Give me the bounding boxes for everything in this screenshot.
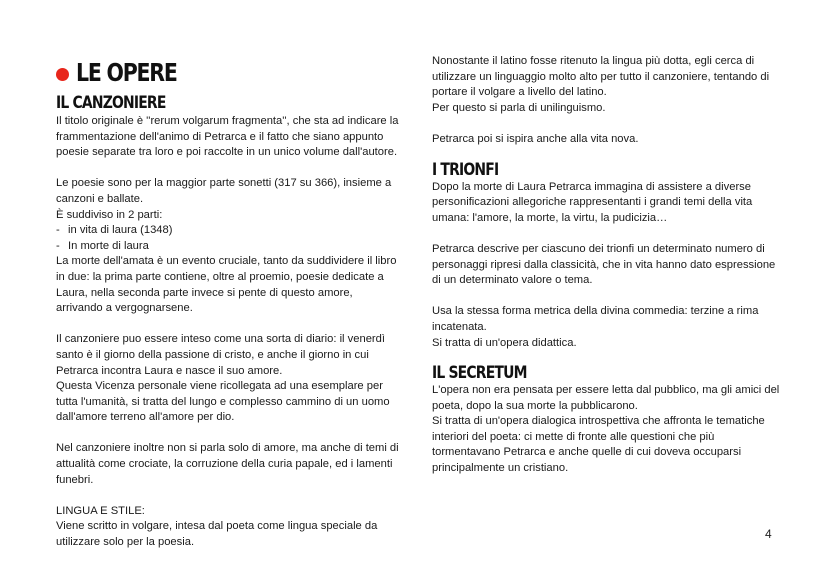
intro-paragraph: Nonostante il latino fosse ritenuto la lingua più dotta, egli cerca di utilizzare un linguaggio molto alto per tutto il canzoniere, tentando di portare il volgare a livello del latino. xyxy=(432,55,770,99)
trionfi-paragraph: Petrarca descrive per ciascuno dei trionfi un determinato numero di personaggi ripresi dalla classicità, che in vita hanno dato espressione di un determinato valore o tema. xyxy=(432,242,776,287)
list-item: - In morte di laura xyxy=(56,239,401,255)
intro-paragraph: Petrarca poi si ispira anche alla vita nova. xyxy=(432,132,639,145)
secretum-paragraph: Si tratta di un'opera dialogica introspettiva che affronta le tematiche interiori del poeta: ci mette di fronte alle questioni che più tormentavano Petrarca e anche quelle di cui doveva occuparsi principalmente un cristiano. xyxy=(432,415,765,475)
left-column xyxy=(56,93,401,551)
red-bullet-icon xyxy=(56,68,69,81)
canzoniere-heading: IL CANZONIERE xyxy=(56,93,166,113)
canzoniere-paragraph: Le poesie sono per la maggior parte sonetti (317 su 366), insieme a canzoni e ballate. xyxy=(56,177,392,205)
canzoniere-paragraph: Questa Vicenza personale viene ricollegata ad una esemplare per tutta l'umanità, si tratta del lungo e complesso cammino di un uomo dall'amore terreno all'amore per dio. xyxy=(56,380,390,424)
trionfi-paragraph: Dopo la morte di Laura Petrarca immagina di assistere a diverse personificazioni allegoriche rappresentanti i grandi temi della vita umana: l'amore, la morte, la virtu, la pudicizia… xyxy=(432,180,753,224)
canzoniere-paragraph: Nel canzoniere inoltre non si parla solo di amore, ma anche di temi di attualità come crociate, la corruzione della curia papale, ed i lamenti funebri. xyxy=(56,442,399,486)
canzoniere-paragraph: Viene scritto in volgare, intesa dal poeta come lingua speciale da utilizzare solo per la poesia. xyxy=(56,520,378,549)
right-column xyxy=(432,54,782,477)
secretum-paragraph: L'opera non era pensata per essere letta dal pubblico, ma gli amici del poeta, dopo la sua morte la pubblicarono. xyxy=(432,384,780,412)
secretum-heading: IL SECRETUM xyxy=(432,363,527,384)
lingua-stile-label: LINGUA E STILE: xyxy=(56,504,145,517)
trionfi-heading: I TRIONFI xyxy=(432,159,499,180)
list-item: - in vita di laura (1348) xyxy=(56,223,401,239)
page-title: LE OPERE xyxy=(76,58,177,87)
canzoniere-paragraph: Il canzoniere puo essere inteso come una sorta di diario: il venerdì santo è il giorno della passione di cristo, e anche il giorno in cui Petrarca incontra Laura e nasce il suo amore. xyxy=(56,333,385,377)
page-number: 4 xyxy=(765,527,772,541)
canzoniere-paragraph: La morte dell'amata è un evento cruciale, tanto da suddividere il libro in due: la prima parte contiene, oltre al proemio, poesie dedicate a Laura, nella seconda parte invece si pente di questo amore, arrivando a vergognarsene. xyxy=(56,255,397,315)
trionfi-paragraph: Si tratta di un'opera didattica. xyxy=(432,336,577,349)
canzoniere-paragraph: Il titolo originale è ''rerum volgarum fragmenta'', che sta ad indicare la frammentazione dell'animo di Petrarca e il fatto che siano appunto poesie separate tra loro e poi raccolte in un unico volume dall'autore. xyxy=(56,115,399,159)
trionfi-paragraph: Usa la stessa forma metrica della divina commedia: terzine a rima incatenata. xyxy=(432,305,759,333)
parts-list xyxy=(56,223,401,254)
page-title-row xyxy=(56,58,199,88)
intro-paragraph: Per questo si parla di unilinguismo. xyxy=(432,101,606,114)
canzoniere-paragraph: È suddiviso in 2 parti: xyxy=(56,208,163,221)
